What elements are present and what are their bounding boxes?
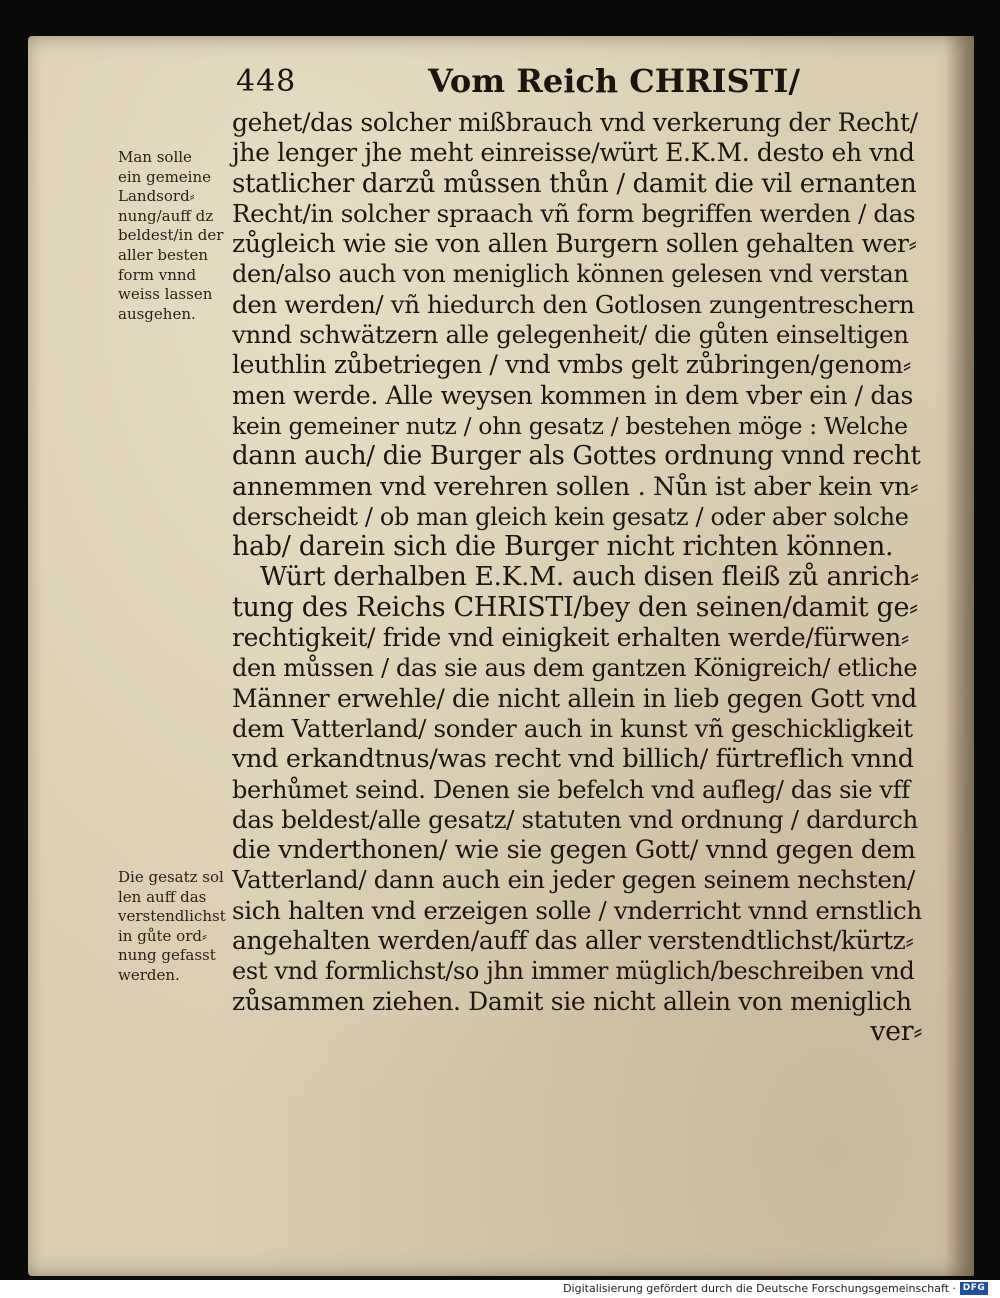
text-line: leuthlin zůbetriegen / vnd vmbs gelt zůbringen/genom⸗ <box>232 350 911 380</box>
marginal-line: beldest/in der <box>118 226 224 245</box>
text-line: rechtigkeit/ fride vnd einigkeit erhalten werde/fürwen⸗ <box>232 623 909 653</box>
marginal-line: verstendlichst <box>118 907 226 926</box>
marginal-line: ausgehen. <box>118 304 196 323</box>
text-line: jhe lenger jhe meht einreisse/würt E.K.M. desto eh vnd <box>232 138 915 168</box>
paragraph-start-line: Würt derhalben E.K.M. auch disen fleiß zů anrich⸗ <box>260 561 919 593</box>
text-line: Vatterland/ dann auch ein jeder gegen seinem nechsten/ <box>232 865 915 895</box>
text-line: den werden/ vñ hiedurch den Gotlosen zungentreschern <box>232 289 915 319</box>
text-line: hab/ darein sich die Burger nicht richten können. <box>232 531 894 563</box>
text-line: zůgleich wie sie von allen Burgern sollen gehalten wer⸗ <box>232 229 917 259</box>
marginal-line: len auff das <box>118 887 207 906</box>
running-head <box>236 60 936 104</box>
running-title: Vom Reich CHRISTI/ <box>428 62 801 100</box>
marginal-line: werden. <box>118 965 180 984</box>
text-line: kein gemeiner nutz / ohn gesatz / bestehen möge : Welche <box>232 411 908 440</box>
catchword: ver⸗ <box>870 1015 922 1047</box>
text-line: vnd erkandtnus/was recht vnd billich/ fürtreflich vnnd <box>232 744 914 775</box>
page-gutter-shadow <box>944 36 974 1276</box>
marginal-line: nung gefasst <box>118 946 216 965</box>
page-number: 448 <box>236 64 297 99</box>
text-line: das beldest/alle gesatz/ statuten vnd ordnung / dardurch <box>232 804 918 834</box>
text-line: dann auch/ die Burger als Gottes ordnung vnnd recht <box>232 441 921 472</box>
text-line: Männer erwehle/ die nicht allein in lieb gegen Gott vnd <box>232 683 917 713</box>
funding-credit: Digitalisierung gefördert durch die Deutsche Forschungsgemeinschaft · <box>563 1282 956 1295</box>
marginal-line: weiss lassen <box>118 285 213 304</box>
marginal-line: Man solle <box>118 148 192 166</box>
text-line: men werde. Alle weysen kommen in dem vber ein / das <box>232 380 914 410</box>
text-line: berhůmet seind. Denen sie befelch vnd aufleg/ das sie vff <box>232 775 910 804</box>
text-line: sich halten vnd erzeigen solle / vnderricht vnnd ernstlich <box>232 895 922 925</box>
marginal-line: aller besten <box>118 245 209 264</box>
text-line: gehet/das solcher mißbrauch vnd verkerung der Recht/ <box>232 108 918 137</box>
text-line: statlicher darzů můssen thůn / damit die vil ernanten <box>232 168 917 199</box>
text-line: est vnd formlichst/so jhn immer müglich/beschreiben vnd <box>232 957 915 986</box>
text-line: den můssen / das sie aus dem gantzen Königreich/ etliche <box>232 654 918 683</box>
marginal-line: nung/auff dz <box>118 206 214 225</box>
text-line: dem Vatterland/ sonder auch in kunst vñ geschickligkeit <box>232 713 913 743</box>
text-line: vnnd schwätzern alle gelegenheit/ die gůten einseltigen <box>232 320 909 350</box>
body-text <box>232 108 922 1047</box>
marginal-line: in gůte ord⸗ <box>118 926 207 945</box>
dfg-logo: DFG <box>960 1282 988 1295</box>
text-line: derscheidt / ob man gleich kein gesatz / oder aber solche <box>232 502 909 531</box>
text-line: Recht/in solcher spraach vñ form begriffen werden / das <box>232 198 916 228</box>
marginal-line: ein gemeine <box>118 167 212 186</box>
marginal-note-landsordnung <box>118 148 230 324</box>
text-line: die vnderthonen/ wie sie gegen Gott/ vnnd gegen dem <box>232 835 916 866</box>
text-line: den/also auch von meniglich können gelesen vnd verstan <box>232 260 909 289</box>
text-line: tung des Reichs CHRISTI/bey den seinen/damit ge⸗ <box>232 591 918 623</box>
marginal-line: Die gesatz sol <box>118 868 224 886</box>
text-line: zůsammen ziehen. Damit sie nicht allein von meniglich <box>232 986 912 1016</box>
text-line: annemmen vnd verehren sollen . Nůn ist aber kein vn⸗ <box>232 471 919 502</box>
text-line: angehalten werden/auff das aller verstendtlichst/kürtz⸗ <box>232 926 914 956</box>
marginal-line: form vnnd <box>118 265 197 284</box>
marginal-line: Landsord⸗ <box>118 187 195 206</box>
marginal-note-gesatz <box>118 868 230 986</box>
